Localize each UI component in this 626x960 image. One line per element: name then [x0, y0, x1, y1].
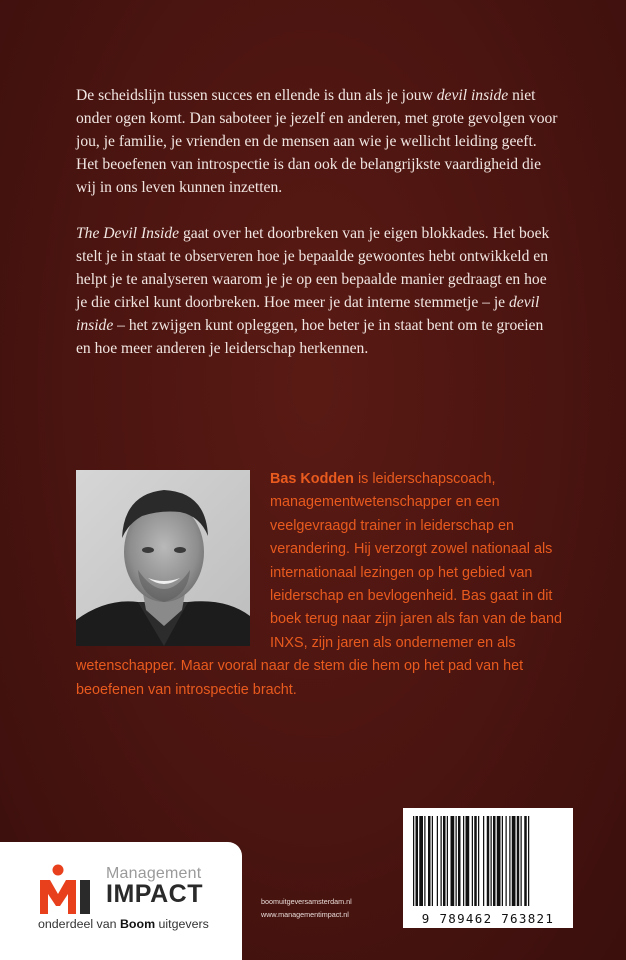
barcode-bar: [458, 816, 461, 906]
barcode-bar: [466, 816, 470, 906]
barcode-bar: [451, 816, 455, 906]
author-name: Bas Kodden: [270, 471, 354, 487]
logo-impact-text: IMPACT: [106, 880, 203, 908]
italic-phrase: The Devil Inside: [76, 225, 180, 242]
barcode-bar: [456, 816, 457, 906]
barcode-bar: [478, 816, 479, 906]
blurb-paragraph-1: [76, 84, 560, 199]
barcode-bar: [483, 816, 484, 906]
barcode-bar: [493, 816, 496, 906]
blurb-paragraph-2: [76, 222, 560, 360]
barcode-bars: [403, 808, 573, 908]
text-run: niet onder ogen komt. Dan saboteer je jezelf en anderen, met grote gevolgen voor jou, je familie, je vrienden en de mensen aan wie je wellicht leiding geeft. Het beoefenen van introspectie is dan ook de belangrijkste vaardigheid die wij in ons leven kunnen inzetten.: [76, 87, 558, 196]
italic-phrase: devil inside: [76, 294, 540, 334]
isbn-barcode: [403, 808, 573, 928]
barcode-bar: [491, 816, 492, 906]
management-impact-logo-mark: [38, 864, 98, 916]
barcode-bar: [413, 816, 414, 906]
barcode-bar: [428, 816, 431, 906]
text-run: gaat over het doorbreken van je eigen blokkades. Het boek stelt je in staat te observeren hoe je bepaalde gewoontes hebt ontwikkeld en helpt je te analyseren waarom je je op een bepaalde manier gedraagt en hoe je die cirkel kunt doorbreken. Hoe meer je dat interne stemmetje – je: [76, 225, 550, 311]
barcode-bar: [517, 816, 520, 906]
url-boom: boomuitgeversamsterdam.nl: [261, 897, 352, 906]
text-run: – het zwijgen kunt opleggen, hoe beter je in staat bent om te groeien en hoe meer anderen je leiderschap herkennen.: [76, 317, 544, 357]
barcode-bar: [524, 816, 527, 906]
publisher-urls: [261, 895, 352, 921]
barcode-bar: [443, 816, 446, 906]
barcode-bar: [487, 816, 490, 906]
barcode-bar: [441, 816, 442, 906]
blurb: [76, 84, 560, 383]
barcode-bar: [416, 816, 419, 906]
author-bio-text: is leiderschapscoach, managementwetenschapper en een veelgevraagd trainer in leiderschap en verandering. Hij verzorgt zowel nationaal als internationaal lezingen op het gebied van leiderschap en bevlogenheid. Bas gaat in dit boek terug naar zijn jaren als fan van de band INXS, zijn jaren als ondernemer en als wetenschapper. Maar vooral naar de stem die hem op het pad van het beoefenen van introspectie bracht.: [76, 471, 563, 698]
text-run: De scheidslijn tussen succes en ellende is dun als je jouw: [76, 87, 437, 104]
italic-phrase: devil inside: [436, 87, 509, 104]
barcode-bar: [509, 816, 510, 906]
barcode-bar: [528, 816, 529, 906]
barcode-bar: [432, 816, 433, 906]
barcode-bar: [502, 816, 503, 906]
barcode-bar: [521, 816, 522, 906]
author-bio: [76, 468, 576, 702]
url-managementimpact: www.managementimpact.nl: [261, 910, 349, 919]
publisher-subline: onderdeel van Boom uitgevers: [38, 917, 209, 931]
barcode-bar: [424, 816, 425, 906]
barcode-bar: [474, 816, 477, 906]
barcode-bar: [463, 816, 464, 906]
publisher-logo-panel: [0, 842, 242, 960]
barcode-bar: [512, 816, 516, 906]
barcode-bar: [419, 816, 423, 906]
barcode-bar: [447, 816, 448, 906]
barcode-bar: [506, 816, 507, 906]
logo-management-text: Management: [106, 865, 202, 882]
barcode-bar: [472, 816, 473, 906]
barcode-bar: [437, 816, 438, 906]
isbn-number: 9 789462 763821: [421, 911, 555, 926]
barcode-bar: [497, 816, 501, 906]
